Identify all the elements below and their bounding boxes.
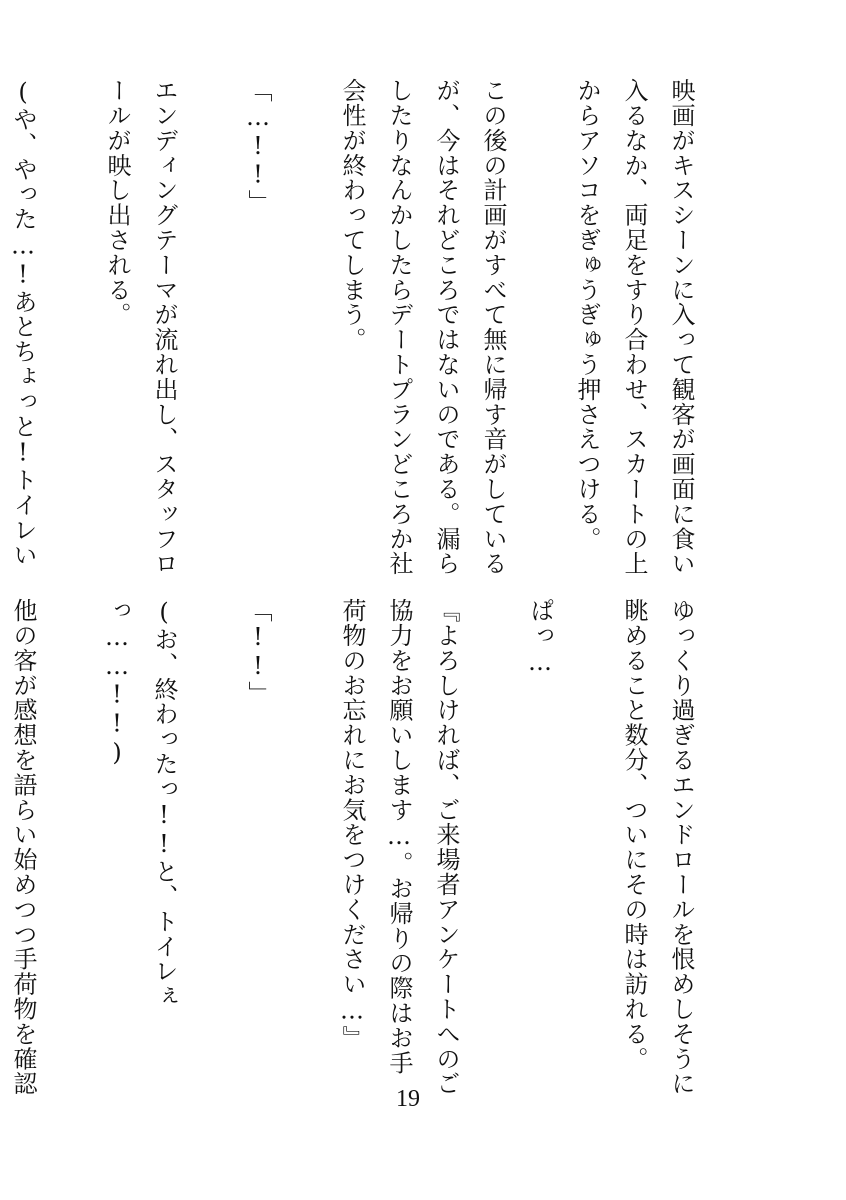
paragraph: エンディングテーマが流れ出し、スタッフロールが映し出される。 (103, 78, 178, 576)
paragraph: (や、やった…!あとちょっと!トイレい (9, 78, 37, 568)
paragraph: 映画がキスシーンに入って観客が画面に食い入るなか、両足をすり合わせ、スカートの上からアソコをぎゅうぎゅう押さえつける。 (573, 78, 695, 576)
paragraph: この後の計画がすべて無に帰す音がしているが、今はそれどころではないのである。漏らしたりなんかしたらデートプランどころか社会性が終わってしまう。 (338, 78, 507, 576)
paragraph: ぱっ… (526, 598, 554, 677)
paragraph: ゆっくり過ぎるエンドロールを恨めしそうに眺めること数分、ついにその時は訪れる。 (620, 598, 695, 1096)
paragraph: 「!!」 (244, 598, 272, 706)
paragraph: (お、終わったっ!!と、トイレぇっ……!!) (103, 598, 178, 1009)
paragraph: 『よろしければ、ご来場者アンケートへのご協力をお願いします…。お帰りの際はお手荷物のお忘れにお気をつけください…』 (338, 598, 460, 1096)
upper-text-block (9, 78, 751, 578)
lower-text-block (9, 598, 751, 1098)
page-number: 19 (396, 1086, 420, 1112)
paragraph: 他の客が感想を語らい始めつつ手荷物を確認 (9, 598, 37, 1096)
paragraph: 「…!!」 (244, 78, 272, 215)
